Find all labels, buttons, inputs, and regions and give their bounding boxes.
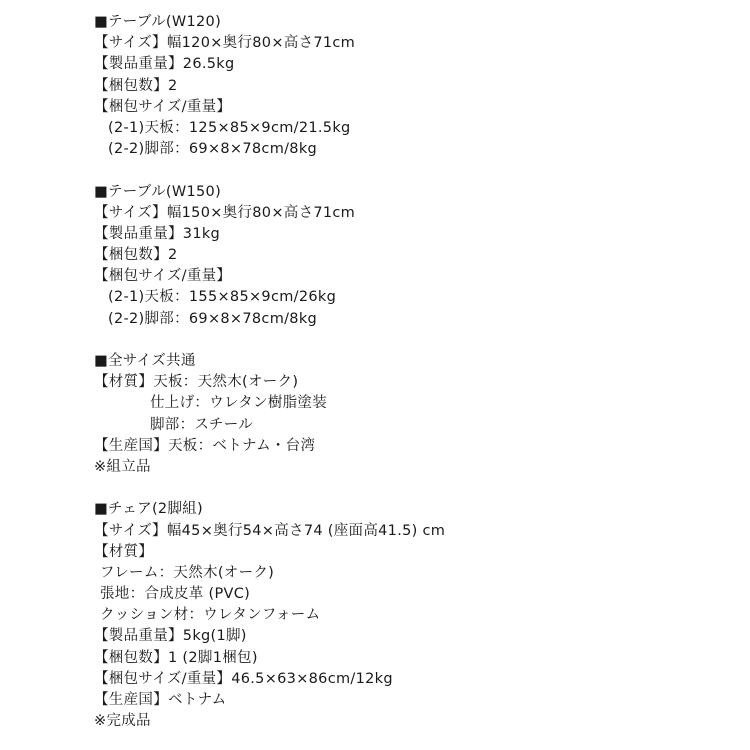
size-spec: 【サイズ】幅45×奥行54×高さ74 (座面高41.5) cm [94, 522, 446, 539]
size-spec: 【サイズ】幅150×奥行80×高さ71cm [94, 204, 356, 221]
package-size-spec: 【梱包サイズ/重量】46.5×63×86cm/12kg [94, 670, 393, 687]
material-spec: 【材質】天板：天然木(オーク) [94, 374, 299, 391]
origin-spec: 【生産国】天板：ベトナム・台湾 [94, 437, 316, 454]
package-count: 【梱包数】1 (2脚1梱包) [94, 649, 258, 666]
package-count: 【梱包数】2 [94, 247, 178, 264]
leg-material-spec: 脚部：スチール [150, 416, 254, 433]
package-item: (2-1)天板：125×85×9cm/21.5kg [108, 119, 351, 136]
finish-spec: 仕上げ：ウレタン樹脂塗装 [150, 395, 328, 412]
package-item: (2-2)脚部：69×8×78cm/8kg [108, 141, 318, 158]
weight-spec: 【製品重量】31kg [94, 225, 221, 242]
cushion-spec: クッション材：ウレタンフォーム [100, 607, 321, 624]
package-count: 【梱包数】2 [94, 77, 178, 94]
weight-spec: 【製品重量】5kg(1脚) [94, 628, 247, 645]
section-heading: ■全サイズ共通 [94, 353, 196, 369]
material-heading: 【材質】 [94, 543, 154, 560]
frame-spec: フレーム：天然木(オーク) [100, 564, 275, 581]
package-item: (2-2)脚部：69×8×78cm/8kg [108, 310, 318, 327]
package-size-heading: 【梱包サイズ/重量】 [94, 98, 232, 115]
spec-sheet [94, 12, 694, 732]
table-w120-section [94, 12, 694, 160]
weight-spec: 【製品重量】26.5kg [94, 56, 235, 73]
spacer [94, 478, 694, 499]
package-item: (2-1)天板：155×85×9cm/26kg [108, 289, 337, 306]
spacer [94, 330, 694, 351]
upholstery-spec: 張地：合成皮革 (PVC) [100, 586, 251, 603]
size-spec: 【サイズ】幅120×奥行80×高さ71cm [94, 35, 356, 52]
package-size-heading: 【梱包サイズ/重量】 [94, 268, 232, 285]
assembly-note: ※完成品 [94, 713, 151, 730]
chair-section [94, 499, 694, 732]
section-heading: ■チェア(2脚組) [94, 501, 204, 518]
section-heading: ■テーブル(W150) [94, 183, 222, 200]
table-w150-section [94, 182, 694, 330]
assembly-note: ※組立品 [94, 458, 151, 475]
common-section [94, 351, 694, 478]
spacer [94, 160, 694, 181]
origin-spec: 【生産国】ベトナム [94, 692, 227, 708]
section-heading: ■テーブル(W120) [94, 14, 222, 30]
